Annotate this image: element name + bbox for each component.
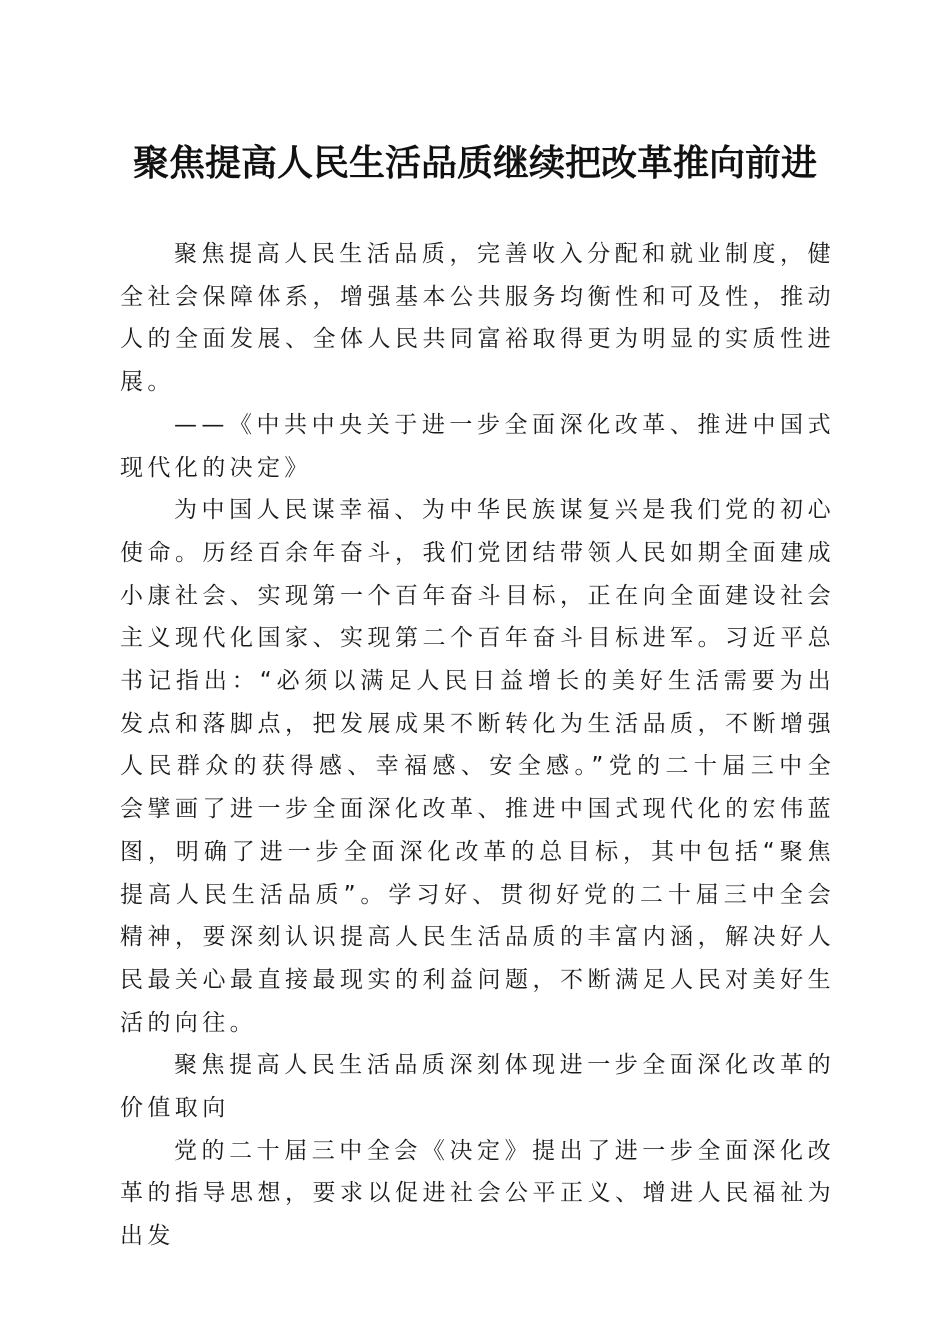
paragraph-intro-quote: 聚焦提高人民生活品质，完善收入分配和就业制度，健全社会保障体系，增强基本公共服务均衡性和可及性，推动人的全面发展、全体人民共同富裕取得更为明显的实质性进展。 <box>120 241 835 396</box>
paragraph-main: 为中国人民谋幸福、为中华民族谋复兴是我们党的初心使命。历经百余年奋斗，我们党团结带领人民如期全面建成小康社会、实现第一个百年奋斗目标，正在向全面建设社会主义现代化国家、实现第二个百年奋斗目标进军。习近平总书记指出：“必须以满足人民日益增长的美好生活需要为出发点和落脚点，把发展成果不断转化为生活品质，不断增强人民群众的获得感、幸福感、安全感。”党的二十届三中全会擘画了进一步全面深化改革、推进中国式现代化的宏伟蓝图，明确了进一步全面深化改革的总目标，其中包括“聚焦提高人民生活品质”。学习好、贯彻好党的二十届三中全会精神，要深刻认识提高人民生活品质的丰富内涵，解决好人民最关心最直接最现实的利益问题，不断满足人民对美好生活的向往。 <box>120 497 835 1036</box>
document-title: 聚焦提高人民生活品质继续把改革推向前进 <box>132 142 817 184</box>
paragraph-quote-source: ——《中共中央关于进一步全面深化改革、推进中国式现代化的决定》 <box>120 411 835 481</box>
paragraph-continued: 党的二十届三中全会《决定》提出了进一步全面深化改革的指导思想，要求以促进社会公平正义、增进人民福祉为出发 <box>120 1137 835 1250</box>
document-body <box>120 233 835 1258</box>
section-heading: 聚焦提高人民生活品质深刻体现进一步全面深化改革的价值取向 <box>120 1052 835 1122</box>
